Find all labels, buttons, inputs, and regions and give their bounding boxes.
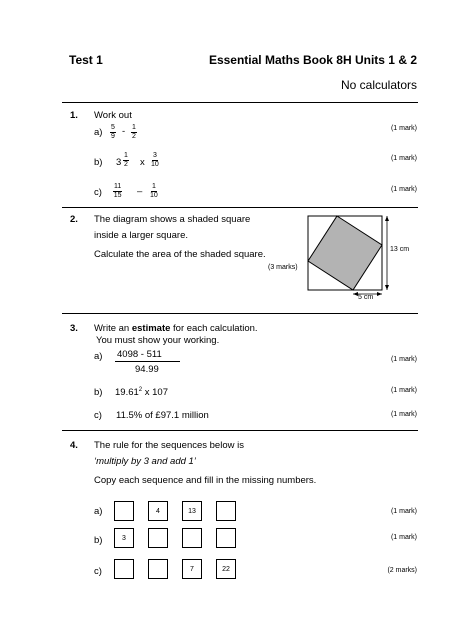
calculator-note: No calculators: [340, 78, 417, 92]
q2-dimension-bottom: 5 cm: [358, 294, 374, 301]
q2-mark: (3 marks): [268, 264, 298, 271]
q2-dimension-side: 13 cm: [390, 246, 410, 253]
sequence-box: 3: [114, 528, 134, 548]
q4c-mark: (2 marks): [387, 567, 417, 574]
q1a-fraction-1: $\frac{5}{9}$: [111, 124, 115, 140]
q3-line-1: Write an estimate for each calculation.: [94, 323, 258, 334]
sequence-box: [182, 528, 202, 548]
q1a-mark: (1 mark): [390, 125, 417, 132]
q4b-label: b): [94, 535, 103, 546]
q1b-label: b): [94, 157, 103, 168]
q1b-fraction-1: $\frac{1}{2}$: [124, 152, 128, 168]
q1b-whole: 3: [116, 157, 122, 168]
q1b-fraction-2: $\frac{3}{10}$: [151, 152, 159, 168]
q1-prompt: Work out: [94, 110, 132, 121]
q3b-expression: 19.61$^2$ x 107: [115, 387, 169, 399]
divider: [62, 430, 418, 431]
q3-number: 3.: [70, 323, 78, 334]
sequence-box: 13: [182, 501, 202, 521]
sequence-box: [114, 559, 134, 579]
q1c-fraction-2: $\frac{1}{10}$: [150, 183, 158, 199]
q4-number: 4.: [70, 440, 78, 451]
divider: [62, 207, 418, 208]
book-title: Essential Maths Book 8H Units 1 & 2: [208, 53, 417, 67]
sequence-box: [148, 559, 168, 579]
q2-line-1: The diagram shows a shaded square: [94, 214, 251, 225]
q2-line-2: inside a larger square.: [94, 230, 188, 241]
q1c-fraction-1: $\frac{11}{15}$: [113, 183, 122, 199]
sequence-box: [114, 501, 134, 521]
sequence-box: 7: [182, 559, 202, 579]
q4a-label: a): [94, 506, 103, 517]
q1a-label: a): [94, 127, 103, 138]
q1b-operator: x: [140, 157, 145, 168]
q4c-label: c): [94, 566, 102, 577]
q4b-mark: (1 mark): [390, 534, 417, 541]
q3a-fraction-line: [115, 361, 180, 362]
q3-line-2: You must show your working.: [96, 335, 220, 346]
q1a-operator: -: [122, 126, 126, 137]
q3c-mark: (1 mark): [390, 411, 417, 418]
sequence-box: 4: [148, 501, 168, 521]
sequence-box: [216, 501, 236, 521]
q4-rule: ‘multiply by 3 and add 1’: [94, 456, 196, 467]
q3a-numerator: 4098 - 511: [117, 349, 162, 360]
q4a-mark: (1 mark): [390, 508, 417, 515]
q1c-operator: –: [137, 186, 143, 197]
q3c-expression: 11.5% of £97.1 million: [116, 410, 209, 421]
q1-number: 1.: [70, 110, 78, 121]
sequence-box: 22: [216, 559, 236, 579]
test-title: Test 1: [69, 53, 103, 67]
q3a-label: a): [94, 351, 103, 362]
q3a-mark: (1 mark): [390, 356, 417, 363]
q1c-mark: (1 mark): [390, 186, 417, 193]
q1b-mark: (1 mark): [390, 155, 417, 162]
divider: [62, 102, 418, 103]
q2-number: 2.: [70, 214, 78, 225]
q4-line-3: Copy each sequence and fill in the missing numbers.: [94, 475, 317, 486]
q4-line-1: The rule for the sequences below is: [94, 440, 244, 451]
q3b-mark: (1 mark): [390, 387, 417, 394]
sequence-box: [216, 528, 236, 548]
q3c-label: c): [94, 410, 102, 421]
q2-line-3: Calculate the area of the shaded square.: [94, 249, 266, 260]
q3b-label: b): [94, 387, 103, 398]
q3-estimate-word: estimate: [131, 323, 171, 334]
q3a-denominator: 94.99: [135, 364, 159, 375]
divider: [62, 313, 418, 314]
q1c-label: c): [94, 187, 102, 198]
sequence-box: [148, 528, 168, 548]
q1a-fraction-2: $\frac{1}{2}$: [132, 124, 136, 140]
